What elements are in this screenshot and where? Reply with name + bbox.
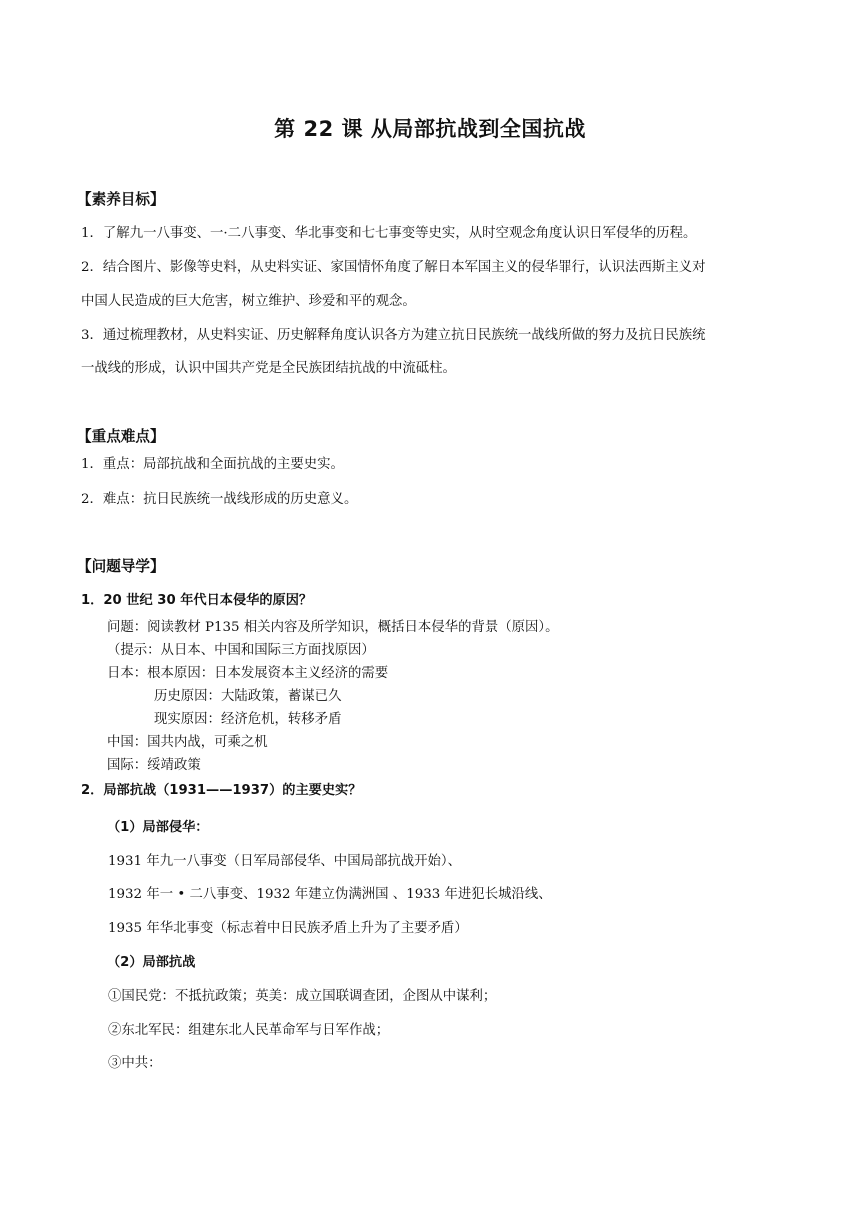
key-point-line-1: 1．重点：局部抗战和全面抗战的主要史实。 (81, 457, 344, 472)
q2-line: ②东北军民：组建东北人民革命军与日军作战； (108, 1023, 390, 1038)
q2-subheading-1: （1）局部侵华： (107, 820, 209, 835)
guide-heading: 【问题导学】 (77, 558, 165, 575)
q1-line: 问题：阅读教材 P135 相关内容及所学知识，概括日本侵华的背景（原因）。 (107, 620, 559, 635)
question-2-title: 2．局部抗战（1931——1937）的主要史实？ (81, 783, 362, 798)
q2-subheading-2: （2）局部抗战 (107, 955, 196, 970)
q2-line: 1935 年华北事变（标志着中日民族矛盾上升为了主要矛盾） (108, 921, 468, 936)
key-points-heading: 【重点难点】 (77, 428, 165, 445)
question-1-title: 1．20 世纪 30 年代日本侵华的原因？ (81, 593, 313, 608)
goals-heading: 【素养目标】 (77, 191, 165, 208)
q2-line: 1932 年一 • 二八事变、1932 年建立伪满洲国 、1933 年进犯长城沿线、 (108, 887, 552, 902)
q1-line: 中国：国共内战，可乘之机 (107, 735, 268, 750)
lesson-title: 第 22 课 从局部抗战到全国抗战 (274, 117, 586, 141)
q2-line: ③中共： (108, 1056, 162, 1071)
q2-line: ①国民党：不抵抗政策；英美：成立国联调查团，企图从中谋利； (108, 989, 497, 1004)
q1-line: 日本：根本原因：日本发展资本主义经济的需要 (107, 666, 389, 681)
q1-line: 历史原因：大陆政策，蓄谋已久 (154, 689, 342, 704)
q2-line: 1931 年九一八事变（日军局部侵华、中国局部抗战开始）、 (108, 854, 462, 869)
goal-line-2: 2．结合图片、影像等史料，从史料实证、家国情怀角度了解日本军国主义的侵华罪行，认识法西斯主义对 (81, 260, 706, 275)
q1-line: （提示：从日本、中国和国际三方面找原因） (107, 643, 375, 658)
goal-line-1: 1．了解九一八事变、一·二八事变、华北事变和七七事变等史实，从时空观念角度认识日军侵华的历程。 (81, 226, 697, 241)
goal-line-4: 3．通过梳理教材，从史料实证、历史解释角度认识各方为建立抗日民族统一战线所做的努力及抗日民族统 (81, 328, 706, 343)
q1-line: 现实原因：经济危机，转移矛盾 (154, 712, 342, 727)
key-point-line-2: 2．难点：抗日民族统一战线形成的历史意义。 (81, 492, 358, 507)
goal-line-3: 中国人民造成的巨大危害，树立维护、珍爱和平的观念。 (81, 294, 416, 309)
q1-line: 国际：绥靖政策 (107, 758, 201, 773)
goal-line-5: 一战线的形成，认识中国共产党是全民族团结抗战的中流砥柱。 (81, 361, 456, 376)
